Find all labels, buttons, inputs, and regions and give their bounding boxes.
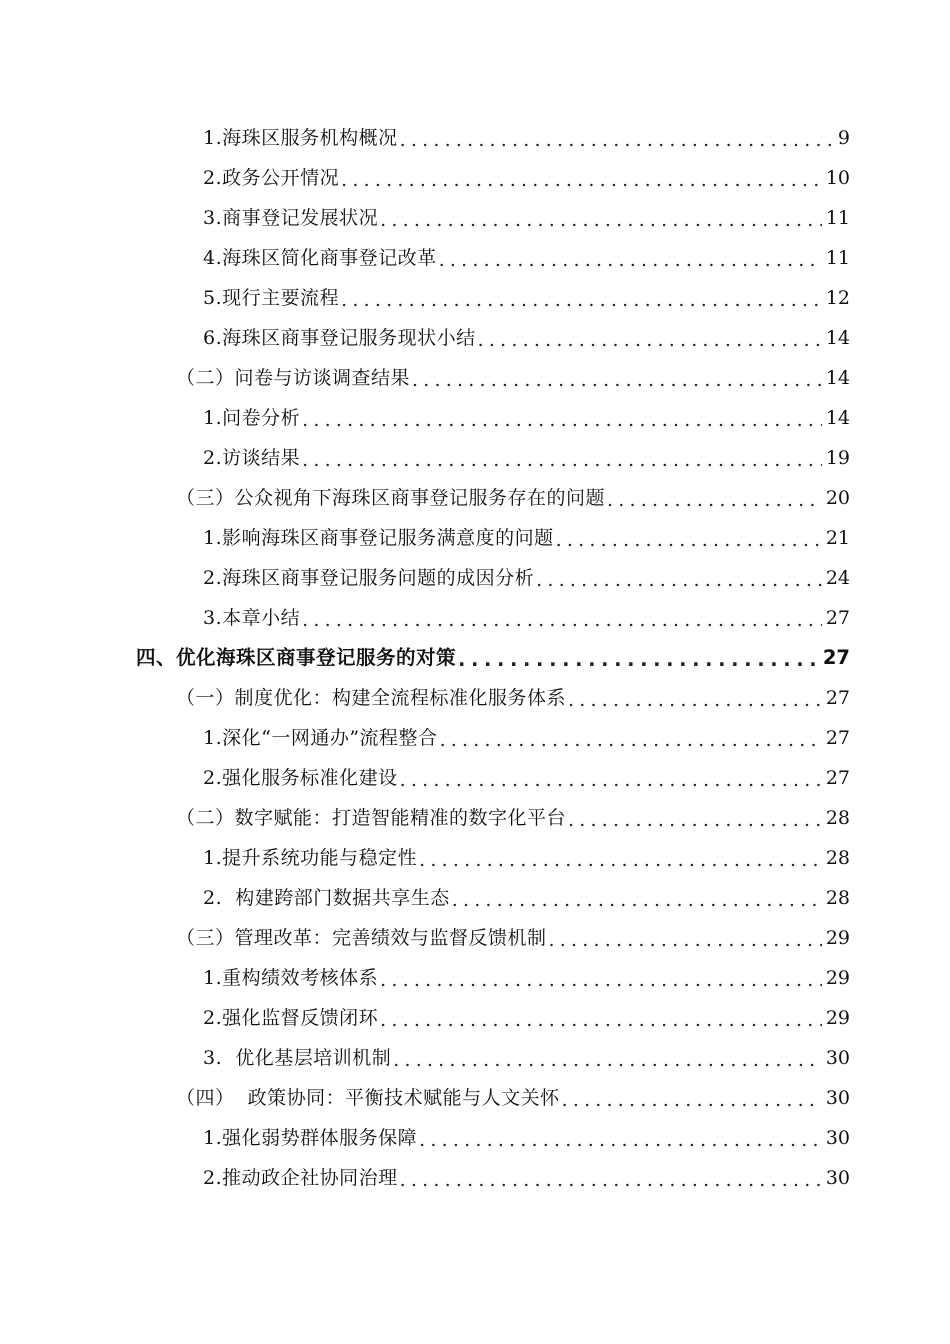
toc-dot-leader	[393, 1051, 822, 1070]
toc-page-number: 27	[825, 606, 850, 629]
toc-page-number: 28	[825, 846, 850, 869]
toc-entry-title: 5.现行主要流程	[203, 286, 340, 309]
toc-dot-leader	[439, 251, 822, 270]
toc-entry-title: 3. 优化基层培训机制	[203, 1046, 392, 1069]
toc-entry-title: 1.重构绩效考核体系	[203, 966, 379, 989]
toc-entry[interactable]	[0, 318, 950, 358]
toc-entry-title: （三）公众视角下海珠区商事登记服务存在的问题	[176, 486, 606, 509]
toc-entry[interactable]	[0, 198, 950, 238]
toc-page-number: 11	[825, 206, 850, 229]
toc-entry-title: 4.海珠区简化商事登记改革	[203, 246, 437, 269]
toc-page-number: 30	[825, 1126, 850, 1149]
toc-dot-leader	[458, 650, 819, 670]
toc-page-number: 27	[822, 646, 850, 670]
toc-entry-title: 6.海珠区商事登记服务现状小结	[203, 326, 476, 349]
toc-entry[interactable]	[0, 1078, 950, 1118]
toc-entry[interactable]	[0, 478, 950, 518]
toc-page-number: 29	[825, 926, 850, 949]
toc-page-number: 30	[825, 1046, 850, 1069]
toc-entry-title: （三）管理改革：完善绩效与监督反馈机制	[176, 926, 547, 949]
toc-entry-title: 1.提升系统功能与稳定性	[203, 846, 418, 869]
toc-page-number: 10	[825, 166, 850, 189]
toc-dot-leader	[400, 1171, 822, 1190]
toc-dot-leader	[380, 971, 822, 990]
toc-entry-title: 1.深化“一网通办”流程整合	[203, 726, 438, 749]
toc-dot-leader	[419, 851, 822, 870]
toc-page-number: 30	[825, 1166, 850, 1189]
toc-page-number: 9	[837, 126, 850, 149]
toc-entry[interactable]	[0, 958, 950, 998]
toc-page-number: 20	[825, 486, 850, 509]
toc-entry[interactable]	[0, 838, 950, 878]
toc-dot-leader	[568, 691, 822, 710]
toc-entry-title: 2.访谈结果	[203, 446, 301, 469]
toc-dot-leader	[400, 771, 822, 790]
toc-entry[interactable]	[0, 278, 950, 318]
toc-page-number: 28	[825, 806, 850, 829]
toc-page-number: 14	[825, 406, 850, 429]
toc-dot-leader	[562, 1091, 822, 1110]
toc-dot-leader	[607, 491, 822, 510]
toc-dot-leader	[302, 411, 822, 430]
toc-page-number: 27	[825, 766, 850, 789]
toc-entry-title: 2.推动政企社协同治理	[203, 1166, 398, 1189]
toc-page-number: 14	[825, 326, 850, 349]
toc-entry-title: 1.影响海珠区商事登记服务满意度的问题	[203, 526, 554, 549]
toc-page-number: 27	[825, 726, 850, 749]
toc-entry[interactable]	[0, 918, 950, 958]
toc-page-number: 19	[825, 446, 850, 469]
toc-entry-title: 四、优化海珠区商事登记服务的对策	[136, 646, 457, 670]
toc-dot-leader	[380, 211, 822, 230]
toc-chapter-entry[interactable]	[0, 638, 950, 678]
toc-entry[interactable]	[0, 1038, 950, 1078]
toc-entry[interactable]	[0, 238, 950, 278]
toc-dot-leader	[341, 291, 822, 310]
toc-dot-leader	[549, 931, 822, 950]
toc-entry-title: （二）问卷与访谈调查结果	[176, 366, 411, 389]
toc-page-number: 14	[825, 366, 850, 389]
toc-dot-leader	[419, 1131, 822, 1150]
toc-entry-title: 1.海珠区服务机构概况	[203, 126, 398, 149]
toc-entry[interactable]	[0, 678, 950, 718]
toc-entry[interactable]	[0, 1158, 950, 1198]
toc-dot-leader	[412, 371, 822, 390]
toc-entry-title: （四） 政策协同：平衡技术赋能与人文关怀	[176, 1086, 560, 1109]
toc-entry[interactable]	[0, 558, 950, 598]
toc-page-number: 11	[825, 246, 850, 269]
toc-page-number: 29	[825, 966, 850, 989]
toc-entry[interactable]	[0, 1118, 950, 1158]
toc-page-number: 12	[825, 286, 850, 309]
toc-entry[interactable]	[0, 398, 950, 438]
toc-entry-title: （一）制度优化：构建全流程标准化服务体系	[176, 686, 567, 709]
toc-page-number: 24	[825, 566, 850, 589]
toc-page-number: 29	[825, 1006, 850, 1029]
toc-page-number: 27	[825, 686, 850, 709]
toc-entry[interactable]	[0, 598, 950, 638]
toc-dot-leader	[400, 131, 834, 150]
toc-dot-leader	[302, 451, 822, 470]
toc-dot-leader	[341, 171, 822, 190]
toc-entry-title: 2. 构建跨部门数据共享生态	[203, 886, 450, 909]
toc-entry[interactable]	[0, 158, 950, 198]
toc-entry[interactable]	[0, 358, 950, 398]
toc-entry[interactable]	[0, 798, 950, 838]
toc-entry-title: 3.商事登记发展状况	[203, 206, 379, 229]
toc-entry[interactable]	[0, 758, 950, 798]
toc-entry[interactable]	[0, 118, 950, 158]
toc-dot-leader	[478, 331, 822, 350]
toc-entry-title: 3.本章小结	[203, 606, 301, 629]
toc-dot-leader	[440, 731, 822, 750]
toc-dot-leader	[380, 1011, 822, 1030]
toc-page-number: 28	[825, 886, 850, 909]
toc-entry[interactable]	[0, 878, 950, 918]
toc-entry[interactable]	[0, 718, 950, 758]
table-of-contents	[0, 118, 950, 1198]
toc-entry-title: （二）数字赋能：打造智能精准的数字化平台	[176, 806, 567, 829]
toc-dot-leader	[302, 611, 822, 630]
toc-dot-leader	[556, 531, 822, 550]
toc-dot-leader	[568, 811, 822, 830]
toc-entry-title: 2.海珠区商事登记服务问题的成因分析	[203, 566, 535, 589]
toc-dot-leader	[536, 571, 822, 590]
toc-entry[interactable]	[0, 438, 950, 478]
toc-entry[interactable]	[0, 998, 950, 1038]
toc-entry-title: 2.政务公开情况	[203, 166, 340, 189]
toc-entry-title: 2.强化服务标准化建设	[203, 766, 398, 789]
toc-entry[interactable]	[0, 518, 950, 558]
toc-entry-title: 1.强化弱势群体服务保障	[203, 1126, 418, 1149]
toc-entry-title: 2.强化监督反馈闭环	[203, 1006, 379, 1029]
toc-page-number: 30	[825, 1086, 850, 1109]
toc-page-number: 21	[825, 526, 850, 549]
toc-dot-leader	[452, 891, 822, 910]
toc-entry-title: 1.问卷分析	[203, 406, 301, 429]
